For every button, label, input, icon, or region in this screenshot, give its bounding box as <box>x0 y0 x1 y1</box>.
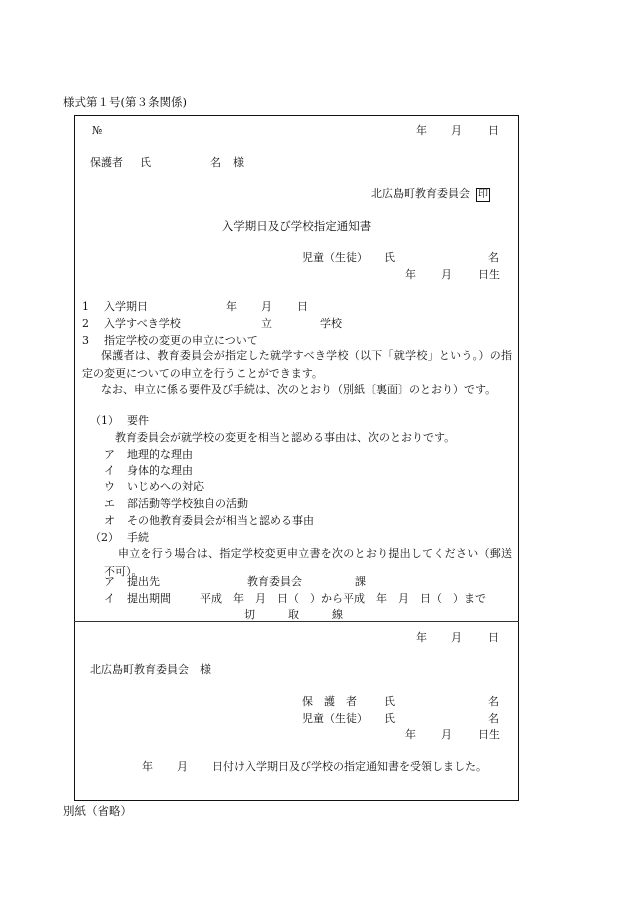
proc-heading-num: （2） <box>90 531 119 544</box>
receipt-guardian-label: 保 護 者 <box>302 695 357 708</box>
proc-b-label: 提出期間 <box>127 592 171 605</box>
child-birth-month: 月 <box>441 268 452 281</box>
receipt-child-shi: 氏 <box>384 712 395 725</box>
req-mark-i: イ <box>104 464 115 477</box>
proc-a-board: 教育委員会 <box>247 575 302 588</box>
guardian-mei: 名 <box>210 156 221 169</box>
receipt-child-label: 児童（生徒） <box>302 712 368 725</box>
guardian-sama: 様 <box>233 156 244 169</box>
receipt-birth-day: 日生 <box>478 728 500 741</box>
child-birth-day: 日生 <box>478 268 500 281</box>
req-mark-e: エ <box>104 497 115 510</box>
item-2-num: 2 <box>82 317 89 330</box>
item-1-day: 日 <box>297 300 308 313</box>
req-text-a: 地理的な理由 <box>127 448 193 461</box>
cut-divider <box>74 621 519 622</box>
guardian-label: 保護者 <box>90 156 123 169</box>
item-2-label: 入学すべき学校 <box>104 317 181 330</box>
proc-a-mark: ア <box>104 575 115 588</box>
item-1-label: 入学期日 <box>104 300 148 313</box>
proc-intro: 申立を行う場合は、指定学校変更申立書を次のとおり提出してください（郵送不可）。 <box>104 547 512 578</box>
req-heading: 要件 <box>127 414 149 427</box>
date-day: 日 <box>488 124 499 137</box>
child-label: 児童（生徒） <box>302 251 368 264</box>
item-3-num: 3 <box>82 334 89 347</box>
proc-heading: 手続 <box>127 531 149 544</box>
req-mark-u: ウ <box>104 480 115 493</box>
guardian-shi: 氏 <box>140 156 151 169</box>
receipt-date-month: 月 <box>451 631 462 644</box>
receipt-child-mei: 名 <box>488 712 499 725</box>
receipt-stmt-year: 年 <box>142 760 153 773</box>
cut-line-label: 切 取 線 <box>244 608 343 621</box>
issuer <box>371 188 490 202</box>
req-text-e: 部活動等学校独自の活動 <box>127 497 248 510</box>
req-text-u: いじめへの対応 <box>127 480 204 493</box>
item-2-gakko: 学校 <box>320 317 342 330</box>
receipt-birth-month: 月 <box>441 728 452 741</box>
item-3-label: 指定学校の変更の申立について <box>104 334 258 347</box>
proc-b-mark: イ <box>104 592 115 605</box>
number-mark: № <box>92 124 103 137</box>
receipt-guardian-mei: 名 <box>488 695 499 708</box>
receipt-statement: 日付け入学期日及び学校の指定通知書を受領しました。 <box>212 760 487 773</box>
child-shi: 氏 <box>384 251 395 264</box>
receipt-birth-year: 年 <box>405 728 416 741</box>
proc-a-ka: 課 <box>355 575 366 588</box>
item-1-year: 年 <box>226 300 237 313</box>
receipt-date-day: 日 <box>488 631 499 644</box>
paragraph-2: なお、申立に係る要件及び手続は、次のとおり（別紙〔裏面〕のとおり）です。 <box>101 383 497 396</box>
child-mei: 名 <box>488 251 499 264</box>
date-month: 月 <box>451 124 462 137</box>
footnote: 別紙（省略） <box>63 804 132 818</box>
receipt-date-year: 年 <box>416 631 427 644</box>
req-mark-o: オ <box>104 514 115 527</box>
receipt-addressee: 北広島町教育委員会 様 <box>90 663 211 676</box>
item-1-month: 月 <box>261 300 272 313</box>
req-text-i: 身体的な理由 <box>127 464 193 477</box>
seal-mark: 印 <box>478 189 488 200</box>
req-mark-a: ア <box>104 448 115 461</box>
receipt-stmt-month: 月 <box>177 760 188 773</box>
proc-a-label: 提出先 <box>127 575 160 588</box>
req-intro: 教育委員会が就学校の変更を相当と認める事由は、次のとおりです。 <box>115 431 456 444</box>
receipt-guardian-shi: 氏 <box>384 695 395 708</box>
document-title: 入学期日及び学校指定通知書 <box>221 219 372 233</box>
item-1-num: 1 <box>82 300 89 313</box>
proc-b-period: 平成 年 月 日（ ）から平成 年 月 日（ ）まで <box>200 592 486 605</box>
child-birth-year: 年 <box>405 268 416 281</box>
issuer-name: 北広島町教育委員会 <box>371 187 470 200</box>
paragraph-1: 保護者は、教育委員会が指定した就学すべき学校（以下「就学校」という。）の指定の変更についての申立を行うことができます。 <box>82 349 512 380</box>
req-heading-num: （1） <box>90 414 119 427</box>
req-text-o: その他教育委員会が相当と認める事由 <box>127 514 314 527</box>
item-2-ritsu: 立 <box>261 317 272 330</box>
form-header: 様式第１号(第３条関係) <box>63 95 187 109</box>
date-year: 年 <box>416 124 427 137</box>
